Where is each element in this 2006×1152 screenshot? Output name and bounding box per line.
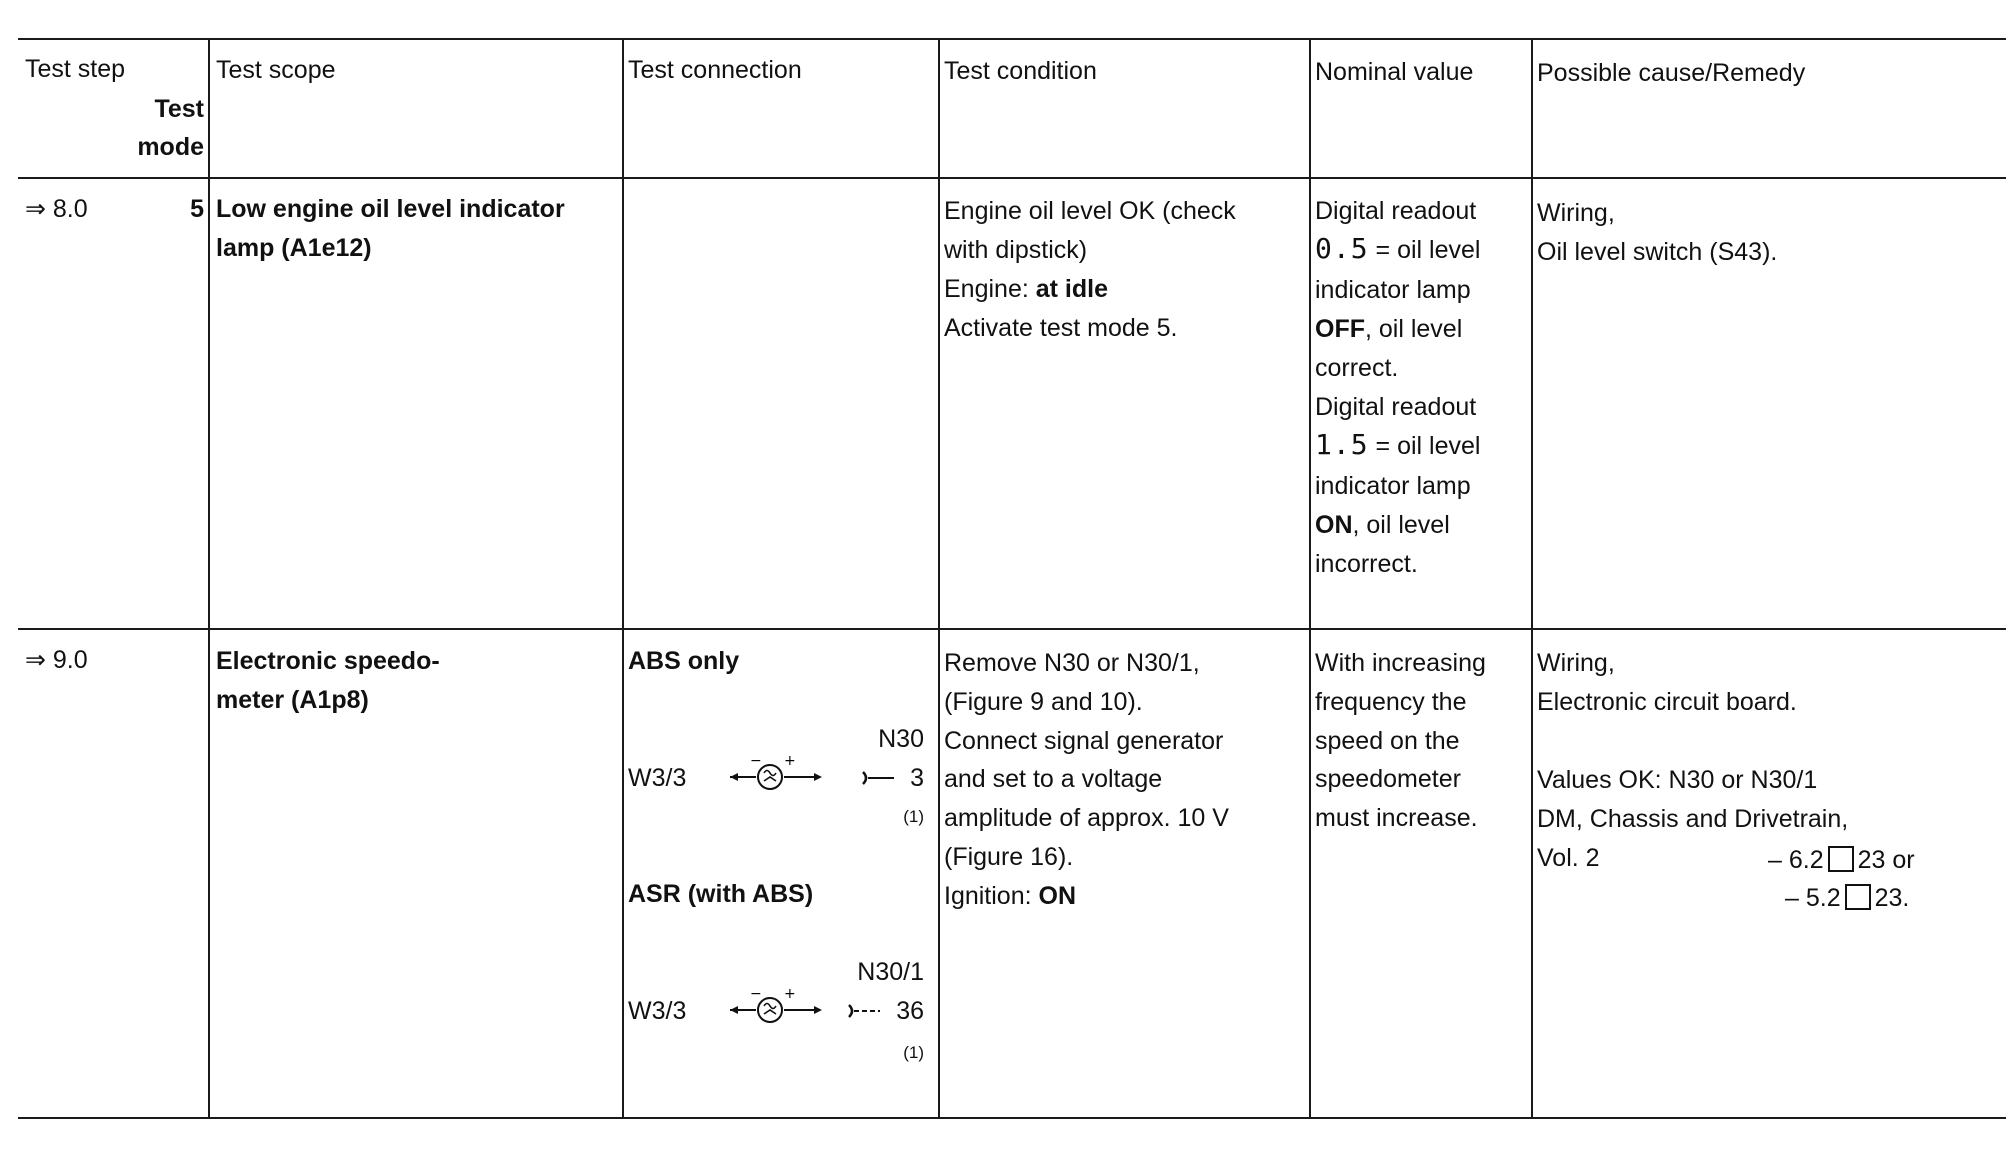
- row1-readout-code-on: 1.5: [1315, 428, 1369, 461]
- row2-conn-abs-only: ABS only: [628, 647, 740, 675]
- row2-ref-2-suffix: 23.: [1874, 884, 1910, 912]
- col-divider-4: [1309, 38, 1311, 1119]
- row1-condition-engine: [944, 277, 1108, 302]
- row2-ref-1-suffix: 23 or: [1857, 846, 1915, 874]
- col-divider-1: [208, 38, 210, 1119]
- row2-conn-note-b: (1): [903, 1043, 924, 1062]
- row1-nominal-line-2: [1315, 232, 1481, 265]
- row1-readout-code-off: 0.5: [1315, 232, 1369, 265]
- row1-nominal-line-6: Digital readout: [1315, 393, 1477, 421]
- connector-a-icon: [860, 765, 896, 791]
- row2-cause-vol: Vol. 2: [1537, 844, 1600, 872]
- row1-test-mode: 5: [190, 195, 204, 223]
- row2-nominal-line-2: frequency the: [1315, 688, 1467, 716]
- row2-conn-pin-b: 36: [896, 997, 924, 1025]
- row2-condition-ignition: [944, 884, 1076, 909]
- row2-conn-n301: N30/1: [857, 958, 924, 986]
- row1-scope-line-2: lamp (A1e12): [216, 234, 372, 262]
- row2-ref-2: [1785, 884, 1909, 911]
- row2-nominal-line-4: speedometer: [1315, 765, 1461, 793]
- page-symbol-icon: [1845, 884, 1871, 910]
- row1-nominal-line-10: incorrect.: [1315, 550, 1418, 578]
- row1-nominal-line-1: Digital readout: [1315, 197, 1477, 225]
- row2-scope-line-1: Electronic speedo-: [216, 647, 440, 675]
- row2-condition-line-6: (Figure 16).: [944, 843, 1074, 871]
- signal-generator-icon: [728, 987, 824, 1027]
- row1-nominal-line-5: correct.: [1315, 354, 1399, 382]
- row2-condition-line-2: (Figure 9 and 10).: [944, 688, 1143, 716]
- row1-nominal-line-2-text: = oil level: [1375, 236, 1481, 264]
- header-possible-cause: Possible cause/Remedy: [1537, 59, 1806, 87]
- row2-ref-2-prefix: – 5.2: [1785, 884, 1841, 912]
- row2-test-step: ⇒ 9.0: [25, 646, 88, 674]
- row1-engine-value: at idle: [1035, 275, 1108, 303]
- row2-conn-pin-a: 3: [910, 764, 924, 792]
- row1-nominal-line-7-text: = oil level: [1375, 432, 1481, 460]
- table-bottom-rule: [18, 1117, 2006, 1119]
- row1-nominal-line-4: [1315, 317, 1462, 342]
- row2-cause-values-ok: Values OK: N30 or N30/1: [1537, 766, 1818, 794]
- row2-ref-1: [1768, 846, 1915, 873]
- row2-nominal-line-5: must increase.: [1315, 804, 1478, 832]
- row1-nominal-on: ON: [1315, 511, 1353, 539]
- row1-nominal-line-3: indicator lamp: [1315, 276, 1471, 304]
- row1-nominal-line-9-text: , oil level: [1352, 511, 1450, 539]
- row1-nominal-line-7: [1315, 428, 1481, 461]
- generator-b-plus: +: [784, 987, 796, 1002]
- row1-test-step: ⇒ 8.0: [25, 195, 88, 223]
- signal-generator-a: [728, 754, 824, 794]
- header-test-mode-1: Test: [154, 95, 204, 123]
- header-bottom-rule: [18, 177, 2006, 179]
- row2-condition-line-4: and set to a voltage: [944, 765, 1163, 793]
- row2-conn-asr: ASR (with ABS): [628, 880, 814, 908]
- row2-nominal-line-3: speed on the: [1315, 727, 1460, 755]
- row2-cause-line-2: Electronic circuit board.: [1537, 688, 1797, 716]
- header-test-mode-2: mode: [137, 133, 204, 161]
- header-test-scope: Test scope: [216, 56, 336, 84]
- row2-conn-note-a: (1): [903, 807, 924, 826]
- row2-ignition-prefix: Ignition:: [944, 882, 1039, 910]
- row2-ignition-value: ON: [1038, 882, 1077, 910]
- row2-condition-line-5: amplitude of approx. 10 V: [944, 804, 1229, 832]
- col-divider-2: [622, 38, 624, 1119]
- signal-generator-icon: [728, 754, 824, 794]
- header-test-step: Test step: [25, 55, 126, 83]
- row2-nominal-line-1: With increasing: [1315, 649, 1486, 677]
- row2-scope-line-2: meter (A1p8): [216, 686, 369, 714]
- row2-condition-line-1: Remove N30 or N30/1,: [944, 649, 1200, 677]
- col-divider-3: [938, 38, 940, 1119]
- row1-engine-prefix: Engine:: [944, 275, 1036, 303]
- generator-b-minus: −: [750, 987, 762, 1002]
- row2-conn-w33-a: W3/3: [628, 764, 687, 792]
- row2-conn-w33-b: W3/3: [628, 997, 687, 1025]
- row1-bottom-rule: [18, 628, 2006, 630]
- row1-nominal-line-9: [1315, 513, 1450, 538]
- row2-cause-dm: DM, Chassis and Drivetrain,: [1537, 805, 1849, 833]
- row1-nominal-line-8: indicator lamp: [1315, 472, 1471, 500]
- header-nominal-value: Nominal value: [1315, 58, 1474, 86]
- generator-a-plus: +: [784, 754, 796, 769]
- row1-condition-line-1: Engine oil level OK (check: [944, 197, 1236, 225]
- header-test-condition: Test condition: [944, 57, 1097, 85]
- page-symbol-icon: [1828, 846, 1854, 872]
- row1-scope-line-1: Low engine oil level indicator: [216, 195, 565, 223]
- row1-nominal-off: OFF: [1315, 315, 1365, 343]
- generator-a-minus: −: [750, 754, 762, 769]
- row1-cause-line-2: Oil level switch (S43).: [1537, 238, 1778, 266]
- row2-cause-line-1: Wiring,: [1537, 649, 1615, 677]
- signal-generator-b: [728, 987, 824, 1027]
- table-top-rule: [18, 38, 2006, 40]
- row2-conn-n30: N30: [878, 725, 924, 753]
- row1-condition-line-2: with dipstick): [944, 236, 1088, 264]
- connector-b-icon: [846, 998, 882, 1024]
- row1-cause-line-1: Wiring,: [1537, 199, 1615, 227]
- row2-condition-line-3: Connect signal generator: [944, 727, 1224, 755]
- row1-nominal-line-4-text: , oil level: [1365, 315, 1463, 343]
- row2-ref-1-prefix: – 6.2: [1768, 846, 1824, 874]
- header-test-connection: Test connection: [628, 56, 802, 84]
- row1-condition-activate: Activate test mode 5.: [944, 314, 1178, 342]
- col-divider-5: [1531, 38, 1533, 1119]
